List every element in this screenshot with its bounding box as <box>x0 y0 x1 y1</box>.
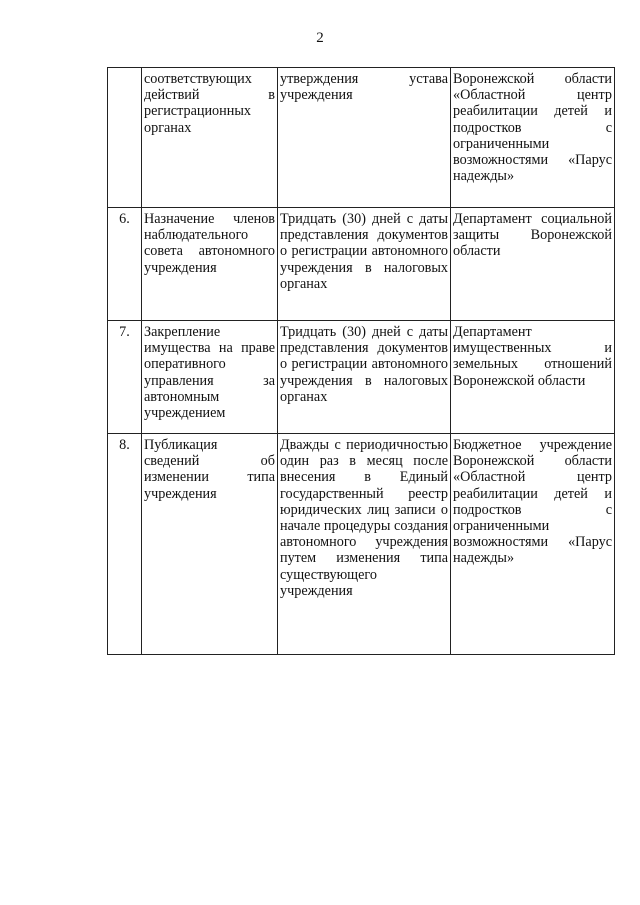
term-cell: Тридцать (30) дней с даты представления документов о регистрации автономного учреждения в налоговых органах <box>278 321 451 434</box>
action-cell: Закрепление имущества на праве оперативного управления за автономным учреждением <box>142 321 278 434</box>
measures-table <box>107 67 615 655</box>
row-number-cell <box>108 68 142 208</box>
table-row <box>108 208 615 321</box>
action-cell: соответствующих действий в регистрационных органах <box>142 68 278 208</box>
action-cell: Публикация сведений об изменении типа учреждения <box>142 434 278 655</box>
responsible-cell: Воронежской области «Областной центр реабилитации детей и подростков с ограниченными возможностями «Парус надежды» <box>451 68 615 208</box>
row-number-cell: 7. <box>108 321 142 434</box>
responsible-cell: Департамент имущественных и земельных отношений Воронежской области <box>451 321 615 434</box>
term-cell: утверждения устава учреждения <box>278 68 451 208</box>
term-cell: Дважды с периодичностью один раз в месяц после внесения в Единый государственный реестр юридических лиц записи о начале процедуры создания автономного учреждения путем изменения типа существующего учреждения <box>278 434 451 655</box>
term-cell: Тридцать (30) дней с даты представления документов о регистрации автономного учреждения в налоговых органах <box>278 208 451 321</box>
row-number-cell: 8. <box>108 434 142 655</box>
row-number-cell: 6. <box>108 208 142 321</box>
page-number: 2 <box>316 30 324 46</box>
action-cell: Назначение членов наблюдательного совета автономного учреждения <box>142 208 278 321</box>
table-row <box>108 321 615 434</box>
table-row <box>108 434 615 655</box>
responsible-cell: Департамент социальной защиты Воронежской области <box>451 208 615 321</box>
table-row <box>108 68 615 208</box>
responsible-cell: Бюджетное учреждение Воронежской области «Областной центр реабилитации детей и подростков с ограниченными возможностями «Парус надежды» <box>451 434 615 655</box>
